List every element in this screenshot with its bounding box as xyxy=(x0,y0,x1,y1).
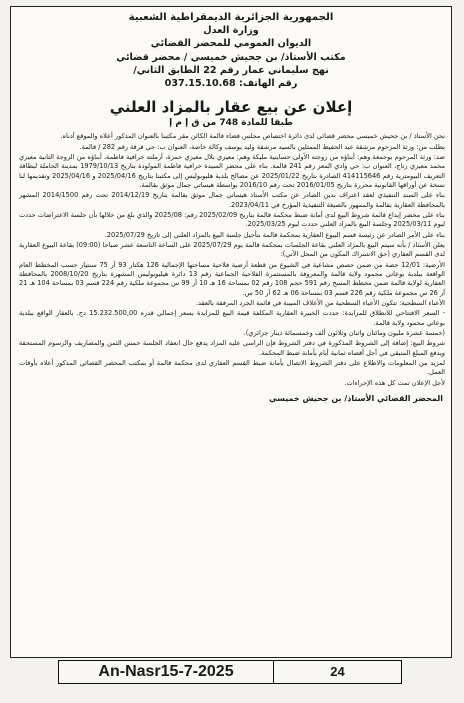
paragraph: - السعر الافتتاحي للانطلاق للمزايدة: حددت الخبيرة العقارية المكلفة قيمة البيع للمزايدة بسعر إجمالي قدره 15.232.500,00 دج. بالعقار الواقع ببلدية بوعاتي محمود ولاية قالمة. xyxy=(19,309,445,327)
paragraph: بناء على محضر إيداع قائمة شروط البيع لدى أمانة ضبط محكمة قالمة بتاريخ 2025/02/09 رقم: 2025/08 والذي بلغ من خلالها بأن جلسة الاعتراضات حددت ليوم 2025/03/11 وجلسة البيع بالمزاد العلني حددت ليوم 2025/03/25. xyxy=(19,210,445,229)
letterhead xyxy=(11,7,451,90)
paragraph: نحن الأستاذ / بن جحيش خميسي محضر قضائي لدى دائرة اختصاص مجلس قضاء قالمة الكائن مقر مكتبنا بالعنوان المذكور أعلاه والموقع أدناه. xyxy=(60,132,445,141)
paragraph: بناء على السند التنفيذي لعقد اعتراف بدين الصادر عن مكتب الأستاذ هيساتي جمال موثق بقالمة بتاريخ 2014/12/19 تحت رقم 2014/1500 المشهر بالمحافظة العقارية بقالمة والممهور بالصيغة التنفيذية المؤرخ في 2023/04/11. xyxy=(19,191,445,209)
announcement-body xyxy=(11,132,451,388)
paragraph: الأرضية: 12/01 حصة من ضمن حصص مشاعية في الشيوع من قطعة أرضية فلاحية مساحتها الإجمالية 126 هكتار 93 آر 75 سنتيار حسب المخطط العام الواقعة ببلدية بوعاتي محمود ولاية قالمة والمعروفة بالمستثمرة الفلاحية الجماعية رقم 13 دائرة هيليوبوليس المشهرة بتاريخ 2008/10/20 بالمحافظة العقارية لولاية قالمة ضمن مخطط المسح رقم 591 حجم 108 رقم 02 بمساحة 16 هـ 10 آر 99 س مجموعة ملكية رقم 224 قسم 03 بمساحة 104 هـ 21 آر 26 س مجموعة ملكية رقم 226 قسم 03 بمساحة 06 هـ 62 آر 50 س. xyxy=(19,260,446,297)
paragraph: الأعباء السطحية: تتكون الأعباء السطحية من الأعلاف المبينة في قائمة الجرد المرفقة بالعقد. xyxy=(195,299,445,308)
publication-date: An-Nasr15-7-2025 xyxy=(59,661,274,683)
announcement-subtitle: طبقا للمادة 748 من ق إ م إ xyxy=(169,118,293,129)
letterhead-line: وزارة العدل xyxy=(203,25,259,37)
paragraph: شروط البيع: إضافة إلى الشروط المذكورة في دفتر الشروط فإن الراسي عليه المزاد يدفع حال انعقاد الجلسة خمس الثمن والمصاريف والرسوم المستحقة ويدفع المبلغ المتبقي في أجل أقصاه ثمانية أيام بأمانة ضبط المحكمة. xyxy=(19,339,445,357)
letterhead-line: نهج سليماني عمار رقم 22 الطابق الثاني/ xyxy=(133,64,329,76)
paragraph: ضد: ورثة المرحوم بوجمعة وهم: أبناؤه من زوجته الأولى حساينية مليكة وهم: معيزي بلال معيزي حمزة، أرملته خرافية فاطمة، أبناؤه من الزوجة الثانية معيزي محمد معيزي رتاج، العنوان ب: حي وادي المعز رقم 241 قالمة. بناء على محضر السيدة خرافية فاطمة المولودة بتاريخ 1979/10/13 بمدينة الحاملة لبطاقة التعريف البيومترية رقم 414115646 الصادرة بتاريخ 2025/01/22 عن مصالح بلدية هليوبوليس إلى مكتبنا بتاريخ 2025/04/16 و 2025/04/16 وتقديمها لنا نسخة عن أوراقها القانونية محررة بتاريخ 2016/01/05 تحت رقم 2016/10 بواسطة هيساتي جمال موثق بقالمة. xyxy=(19,152,445,189)
paragraph: لأجل الإعلان تمت كل هذه الإجراءات. xyxy=(344,378,445,387)
paragraph: بطلب من: ورثة المرحوم مرشقة عبد الحفيظ الممثلين بالسيد مرشقة وليد يوسف وكالة خاصة، العنوان ب: حي فرقة رقم 282 / قالمة. xyxy=(79,142,445,151)
paragraph: بناء على الأمر الصادر عن رئيسة قسم البيوع العقارية بمحكمة قالمة بتأجيل جلسة البيع بالمزاد العلني إلى تاريخ 2025/07/29. xyxy=(104,230,445,239)
paragraph: (خمسة عشرة مليون ومائتان واثنان وثلاثون ألف وخمسمائة دينار جزائري). xyxy=(243,329,445,338)
signature: المحضر القضائي الأستاذ/ بن جحيش خميسي xyxy=(269,394,443,404)
letterhead-line: مكتب الأستاذ/ بن جحيش خميسي / محضر قضائي xyxy=(116,51,346,63)
letterhead-line: الجمهورية الجزائرية الديمقراطية الشعبية xyxy=(128,12,334,23)
paragraph: يعلن الأستاذ / بأنه سيتم البيع بالمزاد العلني بقاعة الجلسات بمحكمة قالمة يوم 2025/07/29 على الساعة التاسعة عشر صباحا (09:00) بقاعة البيوع العقارية لدى القسم العقاري (حق الاشتراك المكون من المحل الآتي): xyxy=(19,241,445,259)
page-number: 24 xyxy=(330,664,345,679)
footer-bar xyxy=(58,660,402,684)
letterhead-line: الديوان العمومي للمحضر القضائي xyxy=(150,38,312,50)
paragraph: لمزيد من المعلومات والاطلاع على دفتر الشروط الاتصال بأمانة ضبط القسم العقاري لدى محكمة قالمة أو بمكتب المحضر القضائي المذكور أعلاه بأوقات العمل. xyxy=(19,359,445,377)
letterhead-phone: رقم الهاتف: 037.15.10.68 xyxy=(164,78,298,90)
announcement-frame xyxy=(10,6,452,658)
announcement-title: إعلان عن بيع عقار بالمزاد العلني xyxy=(109,98,353,117)
